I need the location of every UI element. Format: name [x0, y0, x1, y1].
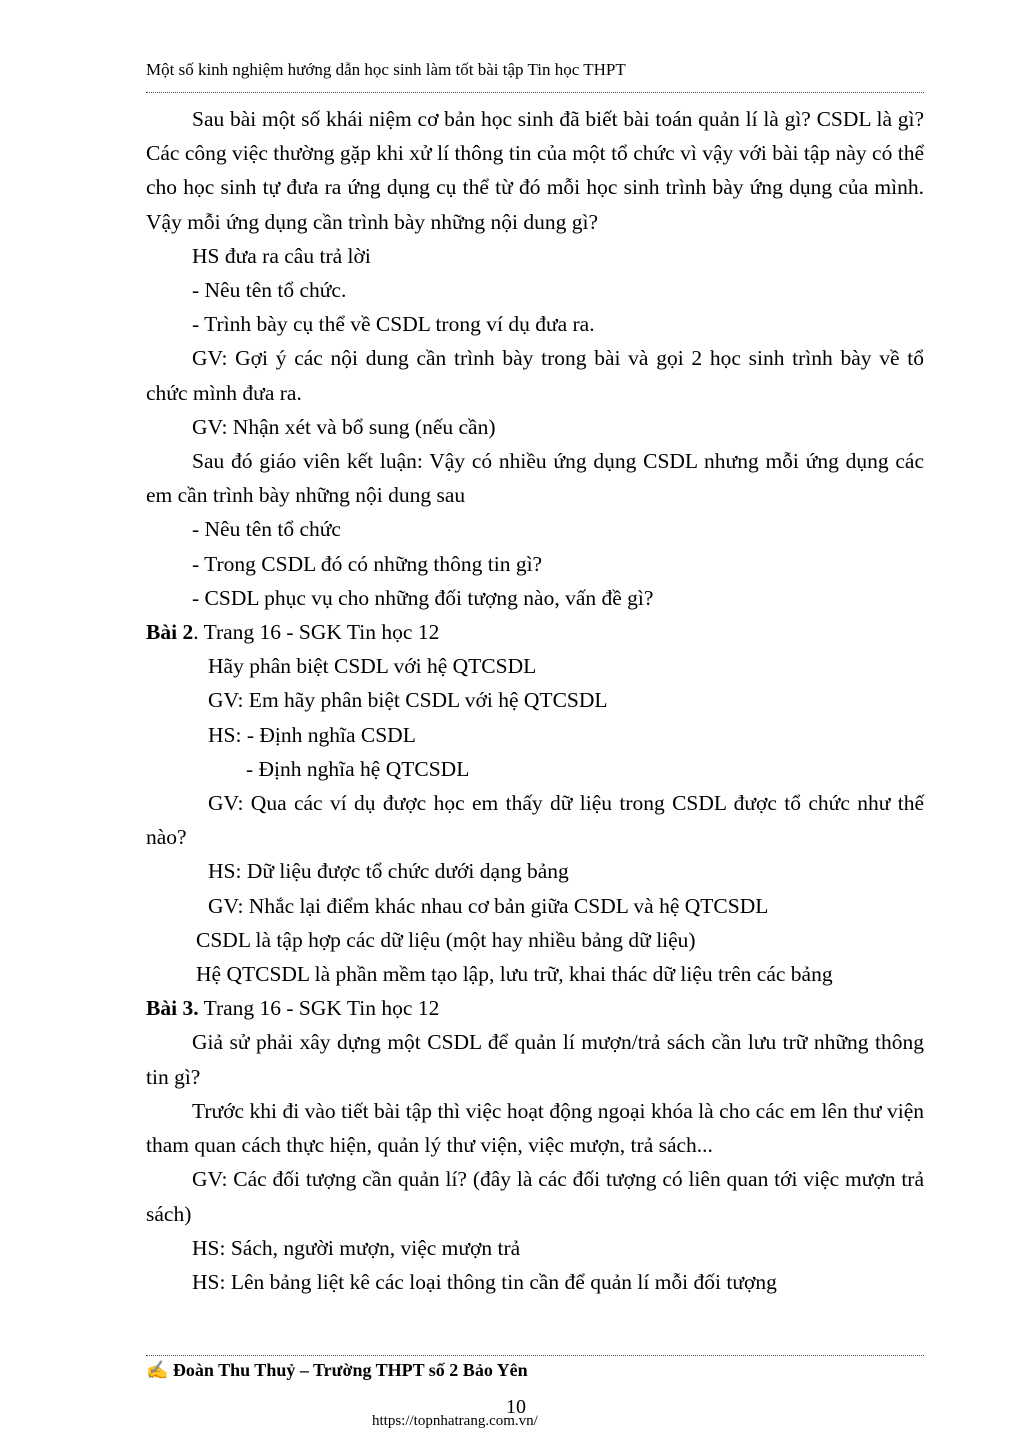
bai3-heading-rest: Trang 16 - SGK Tin học 12 [198, 996, 440, 1021]
list-item: - Trong CSDL đó có những thông tin gì? [192, 551, 543, 576]
footer-divider [146, 1355, 924, 1356]
paragraph: GV: Nhận xét và bổ sung (nếu cần) [192, 414, 496, 439]
page-footer [146, 1360, 528, 1381]
paragraph: HS đưa ra câu trả lời [192, 243, 371, 268]
list-item: - CSDL phục vụ cho những đối tượng nào, vấn đề gì? [192, 585, 654, 610]
paragraph: Sau bài một số khái niệm cơ bản học sinh đã biết bài toán quản lí là gì? CSDL là gì? Các công việc thường gặp khi xử lí thông tin của một tổ chức vì vậy với bài tập này có thể cho học sinh tự đưa ra ứng dụng cụ thể từ đó mỗi học sinh trình bày ứng dụng của mình. Vậy mỗi ứng dụng cần trình bày những nội dung gì? [146, 107, 924, 234]
page-number: 10 [506, 1396, 526, 1418]
paragraph: HS: Lên bảng liệt kê các loại thông tin cần để quản lí mỗi đối tượng [192, 1269, 777, 1294]
paragraph: CSDL là tập hợp các dữ liệu (một hay nhiều bảng dữ liệu) [196, 927, 696, 952]
page-header-title: Một số kinh nghiệm hướng dẫn học sinh làm tốt bài tập Tin học THPT [146, 60, 626, 79]
paragraph: GV: Qua các ví dụ được học em thấy dữ liệu trong CSDL được tổ chức như thế nào? [146, 791, 924, 850]
paragraph: Sau đó giáo viên kết luận: Vậy có nhiều ứng dụng CSDL nhưng mỗi ứng dụng các em cần trình bày những nội dung sau [146, 449, 924, 508]
paragraph: Hãy phân biệt CSDL với hệ QTCSDL [208, 654, 537, 679]
list-item: - Nêu tên tổ chức [192, 517, 341, 542]
paragraph: GV: Em hãy phân biệt CSDL với hệ QTCSDL [208, 688, 608, 713]
bai2-heading-bold: Bài 2 [146, 620, 194, 645]
paragraph: Giả sử phải xây dựng một CSDL để quản lí mượn/trả sách cần lưu trữ những thông tin gì? [146, 1030, 924, 1089]
source-url[interactable]: https://topnhatrang.com.vn/ [372, 1413, 538, 1429]
writing-hand-icon: ✍ [146, 1360, 169, 1380]
paragraph: HS: Dữ liệu được tổ chức dưới dạng bảng [208, 859, 569, 884]
paragraph: GV: Gợi ý các nội dung cần trình bày trong bài và gọi 2 học sinh trình bày về tổ chức mình đưa ra. [146, 346, 924, 405]
paragraph: HS: Sách, người mượn, việc mượn trả [192, 1235, 521, 1260]
paragraph: GV: Các đối tượng cần quản lí? (đây là các đối tượng có liên quan tới việc mượn trả sách) [146, 1167, 924, 1226]
footer-author: Đoàn Thu Thuỷ – Trường THPT số 2 Bảo Yên [172, 1360, 528, 1380]
list-item: - Trình bày cụ thể về CSDL trong ví dụ đưa ra. [192, 312, 595, 337]
bai2-heading-rest: . Trang 16 - SGK Tin học 12 [193, 620, 440, 645]
paragraph: GV: Nhắc lại điểm khác nhau cơ bản giữa CSDL và hệ QTCSDL [208, 893, 769, 918]
list-item: - Nêu tên tổ chức. [192, 278, 347, 303]
header-divider [146, 92, 924, 93]
paragraph: Trước khi đi vào tiết bài tập thì việc hoạt động ngoại khóa là cho các em lên thư viện tham quan cách thực hiện, quản lý thư viện, việc mượn, trả sách... [146, 1098, 924, 1158]
section-heading-bai3 [146, 991, 924, 1025]
bai3-heading-bold: Bài 3. [146, 996, 199, 1021]
list-item: - Định nghĩa hệ QTCSDL [246, 756, 470, 781]
paragraph: HS: - Định nghĩa CSDL [208, 722, 416, 747]
document-body [146, 102, 924, 1299]
paragraph: Hệ QTCSDL là phần mềm tạo lập, lưu trữ, khai thác dữ liệu trên các bảng [196, 962, 833, 987]
section-heading-bai2 [146, 615, 924, 649]
